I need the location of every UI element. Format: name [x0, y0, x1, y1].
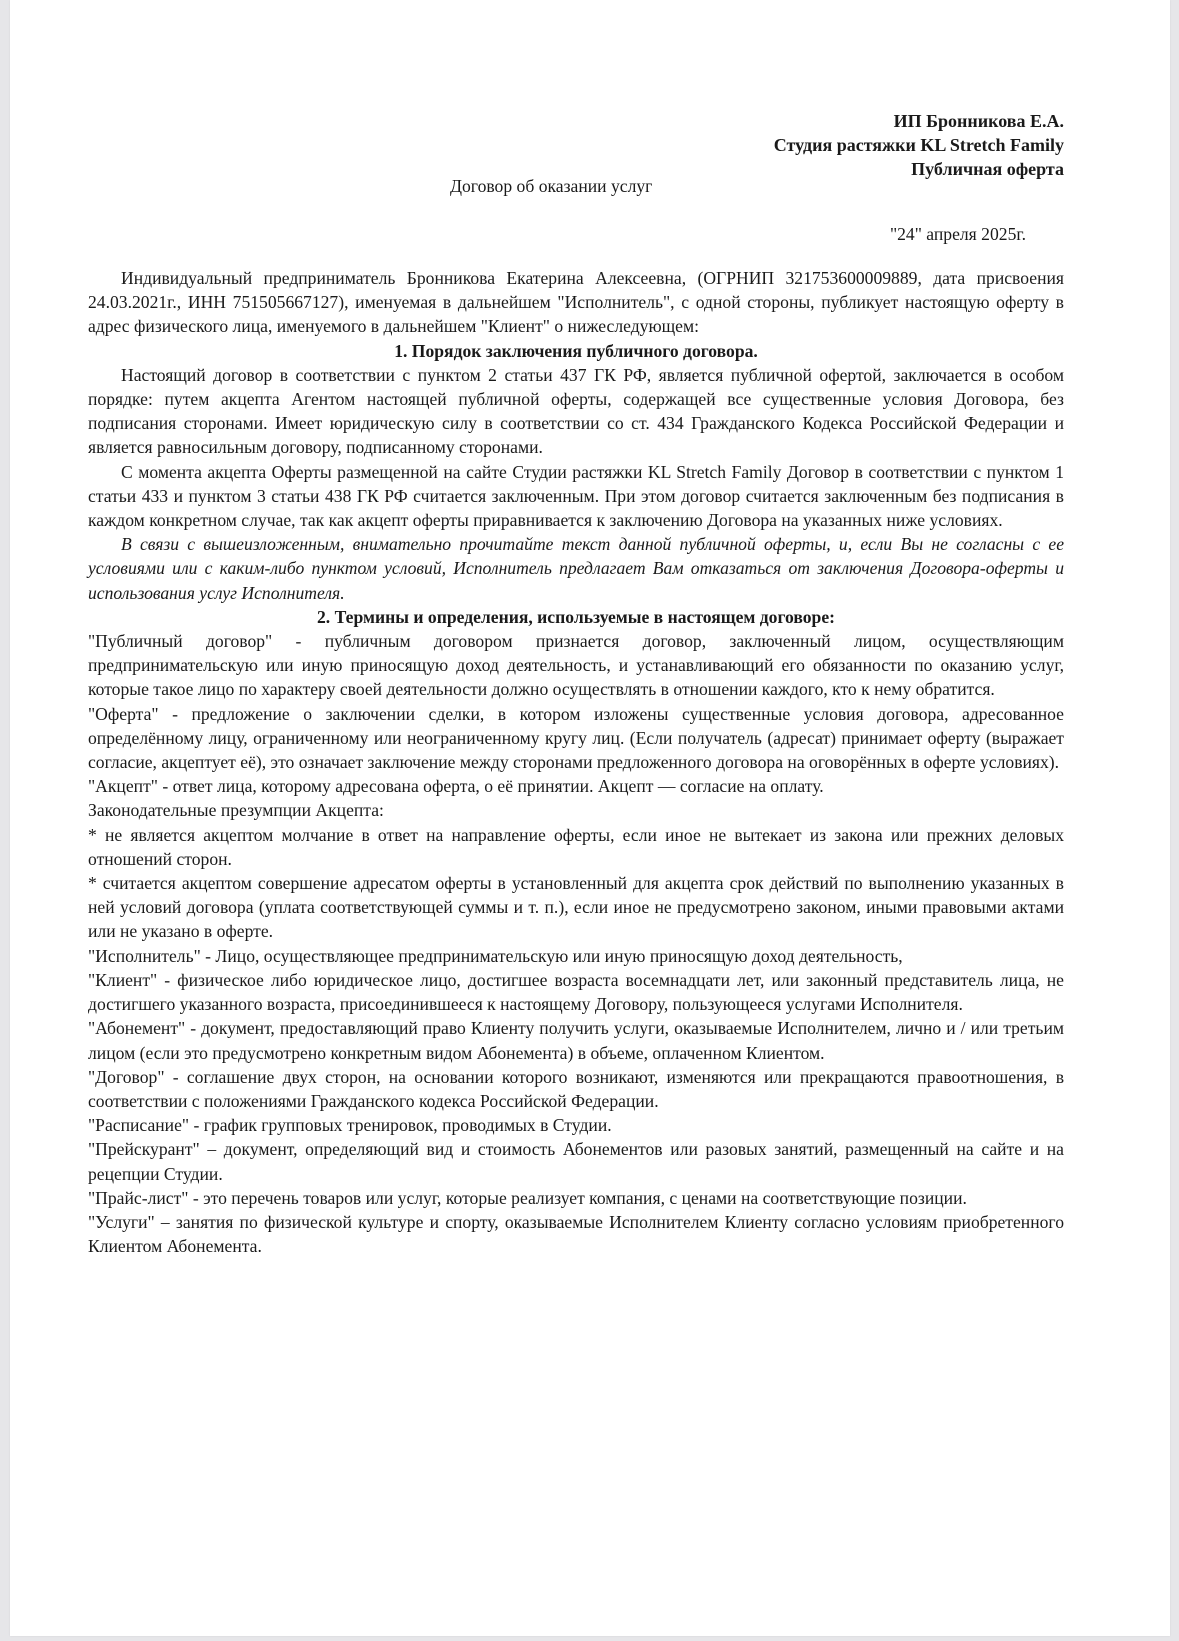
document-body: [88, 266, 1064, 1258]
definition-services: "Услуги" – занятия по физической культуре и спорту, оказываемые Исполнителем Клиенту согласно условиям приобретенного Клиентом Абонемента.: [88, 1211, 1064, 1257]
section-1-warning: В связи с вышеизложенным, внимательно прочитайте текст данной публичной оферты, и, если Вы не согласны с ее условиями или с каким-либо пунктом условий, Исполнитель предлагает Вам отказаться от заключения Договора-оферты и использования услуг Исполнителя.: [88, 534, 1064, 603]
acceptance-presumptions-label: Законодательные презумпции Акцепта:: [88, 800, 384, 821]
definition-schedule: "Расписание" - график групповых тренировок, проводимых в Студии.: [88, 1115, 612, 1136]
document-page: [10, 0, 1170, 1636]
acceptance-presumption-item: * не является акцептом молчание в ответ на направление оферты, если иное не вытекает из закона или прежних деловых отношений сторон.: [88, 824, 1064, 869]
header-entrepreneur: ИП Бронникова Е.А.: [893, 111, 1064, 131]
section-1-paragraph: С момента акцепта Оферты размещенной на сайте Студии растяжки KL Stretch Family Договор в соответствии с пунктом 1 статьи 433 и пунктом 3 статьи 438 ГК РФ считается заключенным. При этом договор считается заключенным без подписания в каждом конкретном случае, так как акцепт оферты приравнивается к заключению Договора на указанных ниже условиях.: [88, 461, 1064, 531]
definition-price-list: "Прайс-лист" - это перечень товаров или услуг, которые реализует компания, с ценами на соответствующие позиции.: [88, 1187, 967, 1208]
definition-executor: "Исполнитель" - Лицо, осуществляющее предпринимательскую или иную приносящую доход деятельность,: [88, 945, 903, 966]
definition-subscription: "Абонемент" - документ, предоставляющий право Клиенту получить услуги, оказываемые Исполнителем, лично и / или третьим лицом (если это предусмотрено конкретным видом Абонемента) в объеме, оплаченном Клиентом.: [88, 1018, 1064, 1063]
definition-acceptance: "Акцепт" - ответ лица, которому адресована оферта, о её принятии. Акцепт — согласие на оплату.: [88, 776, 824, 797]
definition-price-schedule: "Прейскурант" – документ, определяющий вид и стоимость Абонементов или разовых занятий, размещенный на сайте и на рецепции Студии.: [88, 1139, 1064, 1184]
definition-offer: "Оферта" - предложение о заключении сделки, в котором изложены существенные условия договора, адресованное определённому лицу, ограниченному или неограниченному кругу лиц. (Если получатель (адресат) принимает оферту (выражает согласие, акцептует её), это означает заключение между сторонами предложенного договора на оговорённых в оферте условиях).: [88, 703, 1064, 773]
header-studio: Студия растяжки KL Stretch Family: [773, 135, 1064, 155]
acceptance-presumption-item: * считается акцептом совершение адресатом оферты в установленный для акцепта срок действий по выполнению указанных в ней условий договора (уплата соответствующей суммы и т. п.), если иное не предусмотрено законом, иными правовыми актами или не указано в оферте.: [88, 873, 1064, 942]
definition-client: "Клиент" - физическое либо юридическое лицо, достигшее возраста восемнадцати лет, или законный представитель лица, не достигшего указанного возраста, присоединившееся к настоящему Договору, пользующееся услугами Исполнителя.: [88, 969, 1064, 1015]
section-1-paragraph: Настоящий договор в соответствии с пунктом 2 статьи 437 ГК РФ, является публичной офертой, заключается в особом порядке: путем акцепта Агентом настоящей публичной оферты, содержащей все существенные условия Договора, без подписания сторонами. Имеет юридическую силу в соответствии со ст. 434 Гражданского Кодекса Российской Федерации и является равносильным договору, подписанному сторонами.: [88, 364, 1064, 458]
definition-contract: "Договор" - соглашение двух сторон, на основании которого возникают, изменяются или прекращаются правоотношения, в соответствии с положениями Гражданского кодекса Российской Федерации.: [88, 1066, 1064, 1111]
section-2-heading: 2. Термины и определения, используемые в настоящем договоре:: [316, 606, 836, 627]
document-title: Договор об оказании услуг: [450, 176, 653, 196]
document-date: "24" апреля 2025г.: [889, 224, 1026, 244]
header-doc-type: Публичная оферта: [911, 159, 1064, 179]
intro-paragraph: Индивидуальный предприниматель Бронникова Екатерина Алексеевна, (ОГРНИП 321753600009889, дата присвоения 24.03.2021г., ИНН 751505667127), именуемая в дальнейшем "Исполнитель", с одной стороны, публикует настоящую оферту в адрес физического лица, именуемого в дальнейшем "Клиент" о нижеследующем:: [88, 268, 1064, 337]
definition-public-contract: "Публичный договор" - публичным договором признается договор, заключенный лицом, осуществляющим предпринимательскую или иную приносящую доход деятельность, и устанавливающий его обязанности по оказанию услуг, которые такое лицо по характеру своей деятельности должно осуществлять в отношении каждого, кто к нему обратится.: [88, 631, 1064, 700]
section-1-heading: 1. Порядок заключения публичного договора.: [394, 340, 758, 361]
